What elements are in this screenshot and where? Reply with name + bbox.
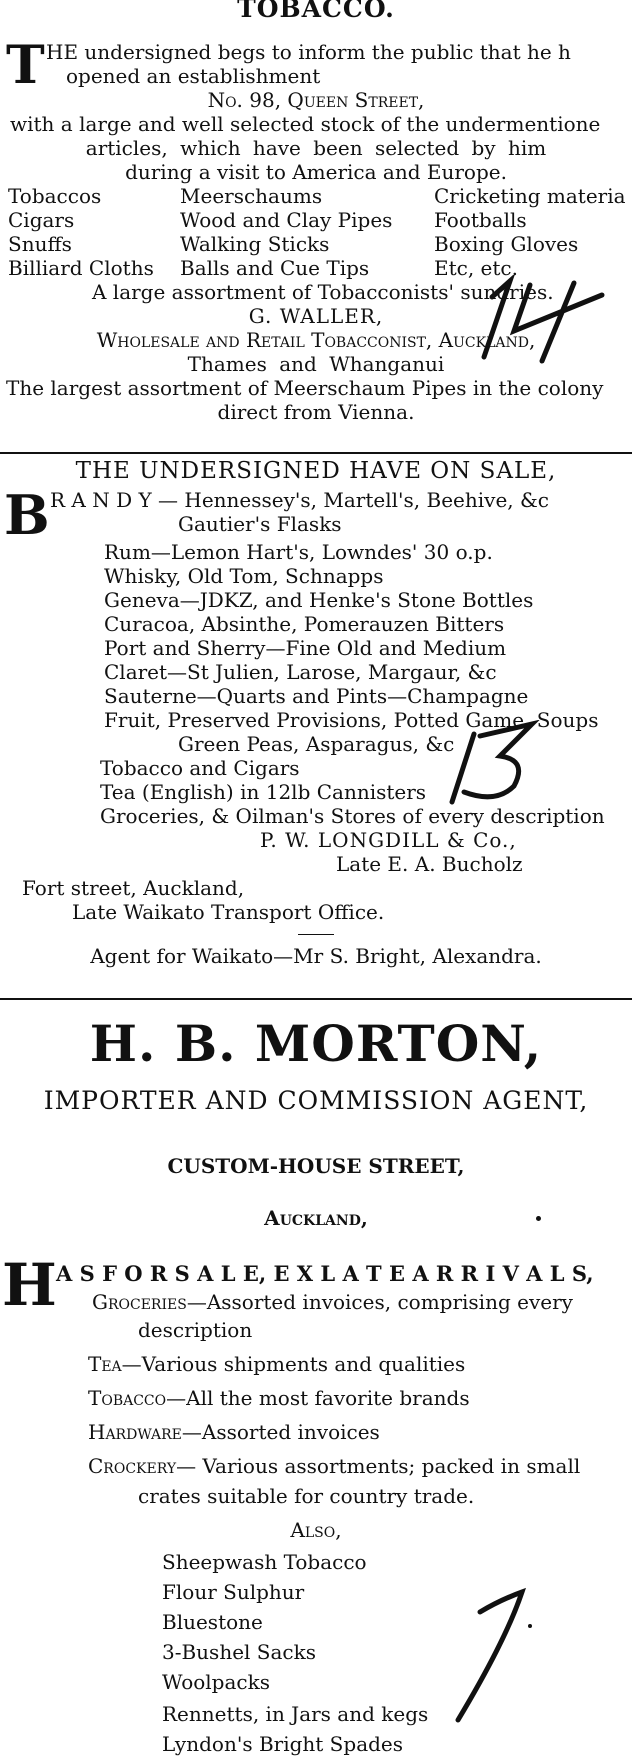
ad3-item-text: —Assorted invoices bbox=[181, 1420, 380, 1444]
ad3-name: H. B. MORTON, bbox=[89, 1014, 543, 1073]
ad1-item: Etc, etc. bbox=[434, 256, 518, 280]
ad2-item: Whisky, Old Tom, Schnapps bbox=[104, 564, 384, 588]
ad3-list-item: Bluestone bbox=[162, 1610, 263, 1634]
ad2-firm: P. W. LONGDILL & Co., bbox=[260, 828, 517, 852]
ad3-street: CUSTOM-HOUSE STREET, bbox=[167, 1154, 465, 1178]
printer-dot bbox=[536, 1216, 541, 1221]
ad3-item bbox=[88, 1454, 580, 1478]
ad3-item-text: —Various shipments and qualities bbox=[121, 1352, 466, 1376]
ad3-item-text: crates suitable for country trade. bbox=[138, 1484, 475, 1508]
ad2-item: Fruit, Preserved Provisions, Potted Game, Soups bbox=[104, 708, 599, 732]
ad2-item: Green Peas, Asparagus, &c bbox=[178, 732, 455, 756]
ad3-list-item: Rennetts, in Jars and kegs bbox=[162, 1702, 429, 1726]
ad3-item bbox=[88, 1420, 380, 1444]
ad2-item: Port and Sherry—Fine Old and Medium bbox=[104, 636, 507, 660]
ad1-note1: The largest assortment of Meerschaum Pipes in the colony bbox=[6, 376, 604, 400]
ad1-item: Balls and Cue Tips bbox=[180, 256, 370, 280]
short-rule bbox=[298, 934, 334, 935]
divider-rule bbox=[0, 998, 632, 1000]
ad2-office: Late Waikato Transport Office. bbox=[72, 900, 385, 924]
ad1-item: Cigars bbox=[8, 208, 75, 232]
ad1-places: Thames and Whanganui bbox=[187, 352, 445, 376]
ad2-agent: Agent for Waikato—Mr S. Bright, Alexandra. bbox=[90, 944, 542, 968]
ad2-heading: THE UNDERSIGNED HAVE ON SALE, bbox=[75, 458, 557, 484]
ad3-list-item: Flour Sulphur bbox=[162, 1580, 305, 1604]
ad3-item bbox=[138, 1484, 474, 1508]
ad3-item-label: Groceries bbox=[92, 1290, 187, 1314]
handwritten-number-mark bbox=[450, 1580, 540, 1730]
ad3-item-label: Tea bbox=[88, 1352, 122, 1376]
ad2-item: Geneva—JDKZ, and Henke's Stone Bottles bbox=[104, 588, 534, 612]
ad2-item: Rum—Lemon Hart's, Lowndes' 30 o.p. bbox=[104, 540, 493, 564]
ad1-sundries: A large assortment of Tobacconists' sundries. bbox=[92, 280, 554, 304]
ad3-item-label: Hardware bbox=[88, 1420, 182, 1444]
ad1-item: Footballs bbox=[434, 208, 527, 232]
ad3-item-text: —All the most favorite brands bbox=[166, 1386, 470, 1410]
ad2-item: Claret—St Julien, Larose, Margaur, &c bbox=[104, 660, 497, 684]
ad1-item: Wood and Clay Pipes bbox=[180, 208, 393, 232]
ad2-first-line: R A N D Y — Hennessey's, Martell's, Beehive, &c bbox=[50, 488, 550, 512]
ad1-line3: with a large and well selected stock of the undermentione bbox=[10, 112, 601, 136]
ad3-item-text: —Assorted invoices, comprising every bbox=[186, 1290, 573, 1314]
ad1-address: No. 98, Queen Street, bbox=[207, 88, 425, 112]
ad1-item: Meerschaums bbox=[180, 184, 323, 208]
ad3-item bbox=[88, 1386, 470, 1410]
ad3-list-item: Woolpacks bbox=[162, 1670, 270, 1694]
ad3-first-line: A S F O R S A L E, E X L A T E A R R I V A L S, bbox=[56, 1261, 594, 1286]
ad1-line4: articles, which have been selected by him bbox=[85, 136, 547, 160]
ad1-item: Tobaccos bbox=[8, 184, 102, 208]
ad1-trade: Wholesale and Retail Tobacconist, Auckland, bbox=[96, 328, 536, 352]
handwritten-number-mark bbox=[470, 275, 620, 365]
ad1-dropcap: T bbox=[6, 35, 45, 96]
ad1-line5: during a visit to America and Europe. bbox=[125, 160, 507, 184]
ad1-item: Boxing Gloves bbox=[434, 232, 579, 256]
ad2-street: Fort street, Auckland, bbox=[22, 876, 245, 900]
ad3-list-item: Sheepwash Tobacco bbox=[162, 1550, 367, 1574]
divider-rule bbox=[0, 452, 632, 454]
ad1-item: Cricketing materia bbox=[434, 184, 626, 208]
ad2-item: Curacoa, Absinthe, Pomerauzen Bitters bbox=[104, 612, 505, 636]
ad1-intro-line1: HE undersigned begs to inform the public that he h bbox=[46, 40, 571, 64]
ad3-item-text: description bbox=[138, 1318, 253, 1342]
ad2-dropcap: B bbox=[4, 483, 50, 547]
ad3-dropcap: H bbox=[2, 1251, 57, 1319]
ad1-intro-line2: opened an establishment bbox=[66, 64, 321, 88]
ad2-item: Groceries, & Oilman's Stores of every description bbox=[100, 804, 605, 828]
ad3-title: IMPORTER AND COMMISSION AGENT, bbox=[43, 1086, 589, 1115]
ad3-item-label: Crockery bbox=[88, 1454, 177, 1478]
ad2-item: Tobacco and Cigars bbox=[100, 756, 300, 780]
ad3-item bbox=[92, 1290, 573, 1314]
ad3-city: Auckland, bbox=[264, 1206, 368, 1230]
ad2-item: Tea (English) in 12lb Cannisters bbox=[100, 780, 427, 804]
ad1-item: Snuffs bbox=[8, 232, 72, 256]
ad3-item bbox=[138, 1318, 252, 1342]
ad3-item-label: Tobacco bbox=[88, 1386, 167, 1410]
ad3-list-item: 3-Bushel Sacks bbox=[162, 1640, 317, 1664]
ad1-heading: TOBACCO. bbox=[237, 0, 395, 23]
ad1-name: G. WALLER, bbox=[248, 304, 384, 328]
ad1-note2: direct from Vienna. bbox=[217, 400, 415, 424]
ad3-also: Also, bbox=[290, 1518, 342, 1542]
ad1-item: Walking Sticks bbox=[180, 232, 330, 256]
ad2-first-line2: Gautier's Flasks bbox=[178, 512, 342, 536]
ad2-late: Late E. A. Bucholz bbox=[336, 852, 523, 876]
ad2-item: Sauterne—Quarts and Pints—Champagne bbox=[104, 684, 529, 708]
handwritten-number-mark bbox=[440, 720, 550, 810]
ad3-list-item: Lyndon's Bright Spades bbox=[162, 1732, 404, 1756]
ad3-item-text: — Various assortments; packed in small bbox=[176, 1454, 581, 1478]
ad3-item bbox=[88, 1352, 465, 1376]
ad1-item: Billiard Cloths bbox=[8, 256, 154, 280]
